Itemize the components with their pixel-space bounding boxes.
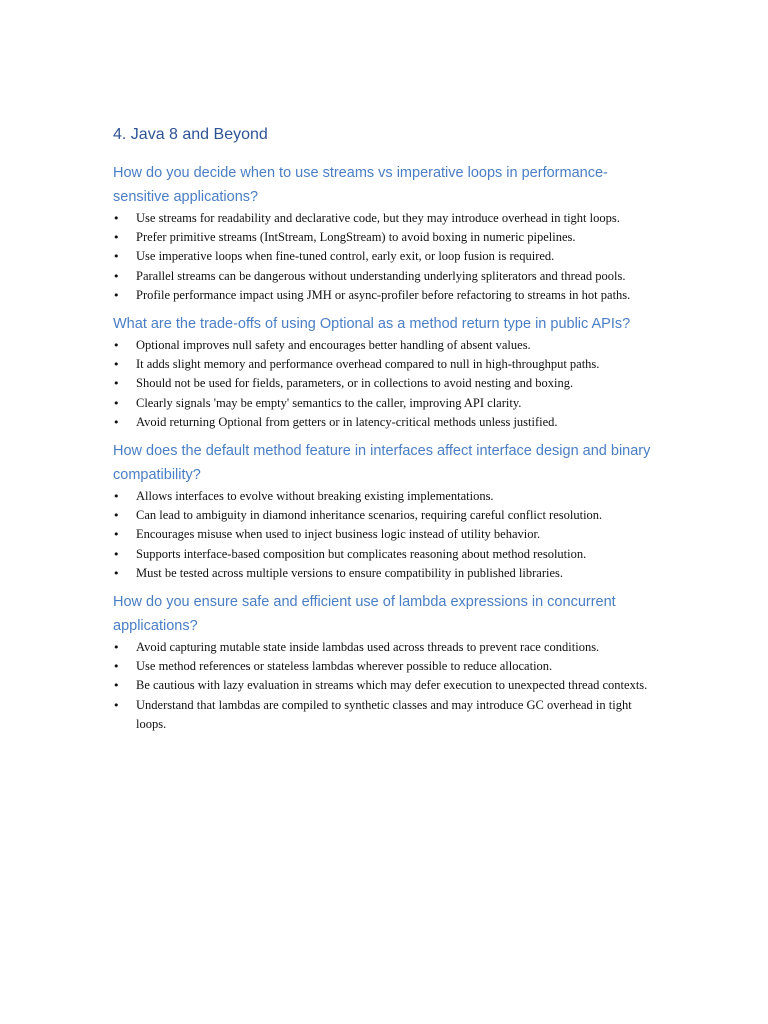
answer-list [113, 336, 658, 432]
answer-text: Parallel streams can be dangerous without understanding underlying spliterators and thread pools. [136, 268, 626, 283]
answer-item [113, 676, 658, 695]
bullet-icon: • [113, 212, 120, 225]
bullet-icon: • [113, 288, 120, 302]
answer-item [113, 355, 658, 374]
bullet-icon: • [113, 528, 120, 542]
question-heading: How does the default method feature in interfaces affect interface design and binary compatibility? [113, 443, 651, 484]
answer-item [113, 267, 658, 286]
question-heading: How do you decide when to use streams vs imperative loops in performance-sensitive applications? [113, 165, 608, 205]
answer-item [113, 247, 658, 266]
answer-item [113, 545, 658, 564]
answer-text: Allows interfaces to evolve without breaking existing implementations. [136, 489, 494, 504]
answer-item [113, 413, 658, 432]
answer-list [113, 638, 658, 734]
bullet-icon: • [113, 566, 120, 580]
answer-item [113, 696, 658, 734]
bullet-icon: • [113, 269, 120, 283]
answer-text: Supports interface-based composition but complicates reasoning about method resolution. [136, 546, 587, 561]
answer-text: Understand that lambdas are compiled to synthetic classes and may introduce GC overhead in tight loops. [136, 697, 632, 731]
answer-item [113, 209, 658, 228]
answer-text: Profile performance impact using JMH or async-profiler before refactoring to streams in hot paths. [136, 287, 631, 302]
answer-item [113, 228, 658, 247]
answer-text: Clearly signals 'may be empty' semantics to the caller, improving API clarity. [136, 395, 522, 410]
answer-item [113, 638, 658, 657]
answer-text: Optional improves null safety and encourages better handling of absent values. [136, 338, 531, 353]
answer-item [113, 564, 658, 583]
answer-text: Prefer primitive streams (IntStream, LongStream) to avoid boxing in numeric pipelines. [136, 230, 576, 245]
qa-block [113, 590, 658, 734]
answer-item [113, 336, 658, 355]
bullet-icon: • [113, 231, 120, 245]
answer-text: Must be tested across multiple versions to ensure compatibility in published libraries. [136, 565, 564, 580]
bullet-icon: • [113, 679, 120, 693]
answer-item [113, 394, 658, 413]
answer-text: Use streams for readability and declarative code, but they may introduce overhead in tight loops. [136, 211, 620, 225]
bullet-icon: • [113, 490, 120, 504]
answer-text: Be cautious with lazy evaluation in streams which may defer execution to unexpected thread contexts. [136, 678, 648, 693]
bullet-icon: • [113, 641, 120, 655]
qa-block [113, 439, 658, 583]
answer-item [113, 374, 658, 393]
bullet-icon: • [113, 698, 120, 712]
bullet-icon: • [113, 250, 120, 264]
answer-text: Should not be used for fields, parameters, or in collections to avoid nesting and boxing. [136, 376, 574, 391]
answer-item [113, 286, 658, 305]
bullet-icon: • [113, 509, 120, 523]
answer-item [113, 525, 658, 544]
bullet-icon: • [113, 339, 120, 353]
bullet-icon: • [113, 415, 120, 429]
question-heading: What are the trade-offs of using Optional as a method return type in public APIs? [113, 316, 631, 333]
bullet-icon: • [113, 377, 120, 391]
qa-block [113, 312, 658, 432]
section-title: 4. Java 8 and Beyond [113, 126, 268, 143]
document-content [113, 123, 658, 741]
answer-item [113, 657, 658, 676]
bullet-icon: • [113, 660, 120, 674]
question-heading: How do you ensure safe and efficient use of lambda expressions in concurrent applications? [113, 594, 616, 635]
bullet-icon: • [113, 358, 120, 372]
answer-list [113, 487, 658, 583]
answer-text: Use method references or stateless lambdas wherever possible to reduce allocation. [136, 659, 553, 674]
qa-list [113, 161, 658, 734]
answer-item [113, 506, 658, 525]
bullet-icon: • [113, 547, 120, 561]
answer-text: Encourages misuse when used to inject business logic instead of utility behavior. [136, 527, 541, 542]
answer-text: Avoid capturing mutable state inside lambdas used across threads to prevent race conditions. [136, 640, 600, 655]
answer-item [113, 487, 658, 506]
qa-block [113, 161, 658, 305]
bullet-icon: • [113, 396, 120, 410]
answer-text: Use imperative loops when fine-tuned control, early exit, or loop fusion is required. [136, 249, 555, 264]
answer-text: It adds slight memory and performance overhead compared to null in high-throughput paths. [136, 357, 600, 372]
answer-list [113, 209, 658, 305]
answer-text: Can lead to ambiguity in diamond inheritance scenarios, requiring careful conflict resolution. [136, 508, 603, 523]
answer-text: Avoid returning Optional from getters or in latency-critical methods unless justified. [136, 414, 558, 429]
